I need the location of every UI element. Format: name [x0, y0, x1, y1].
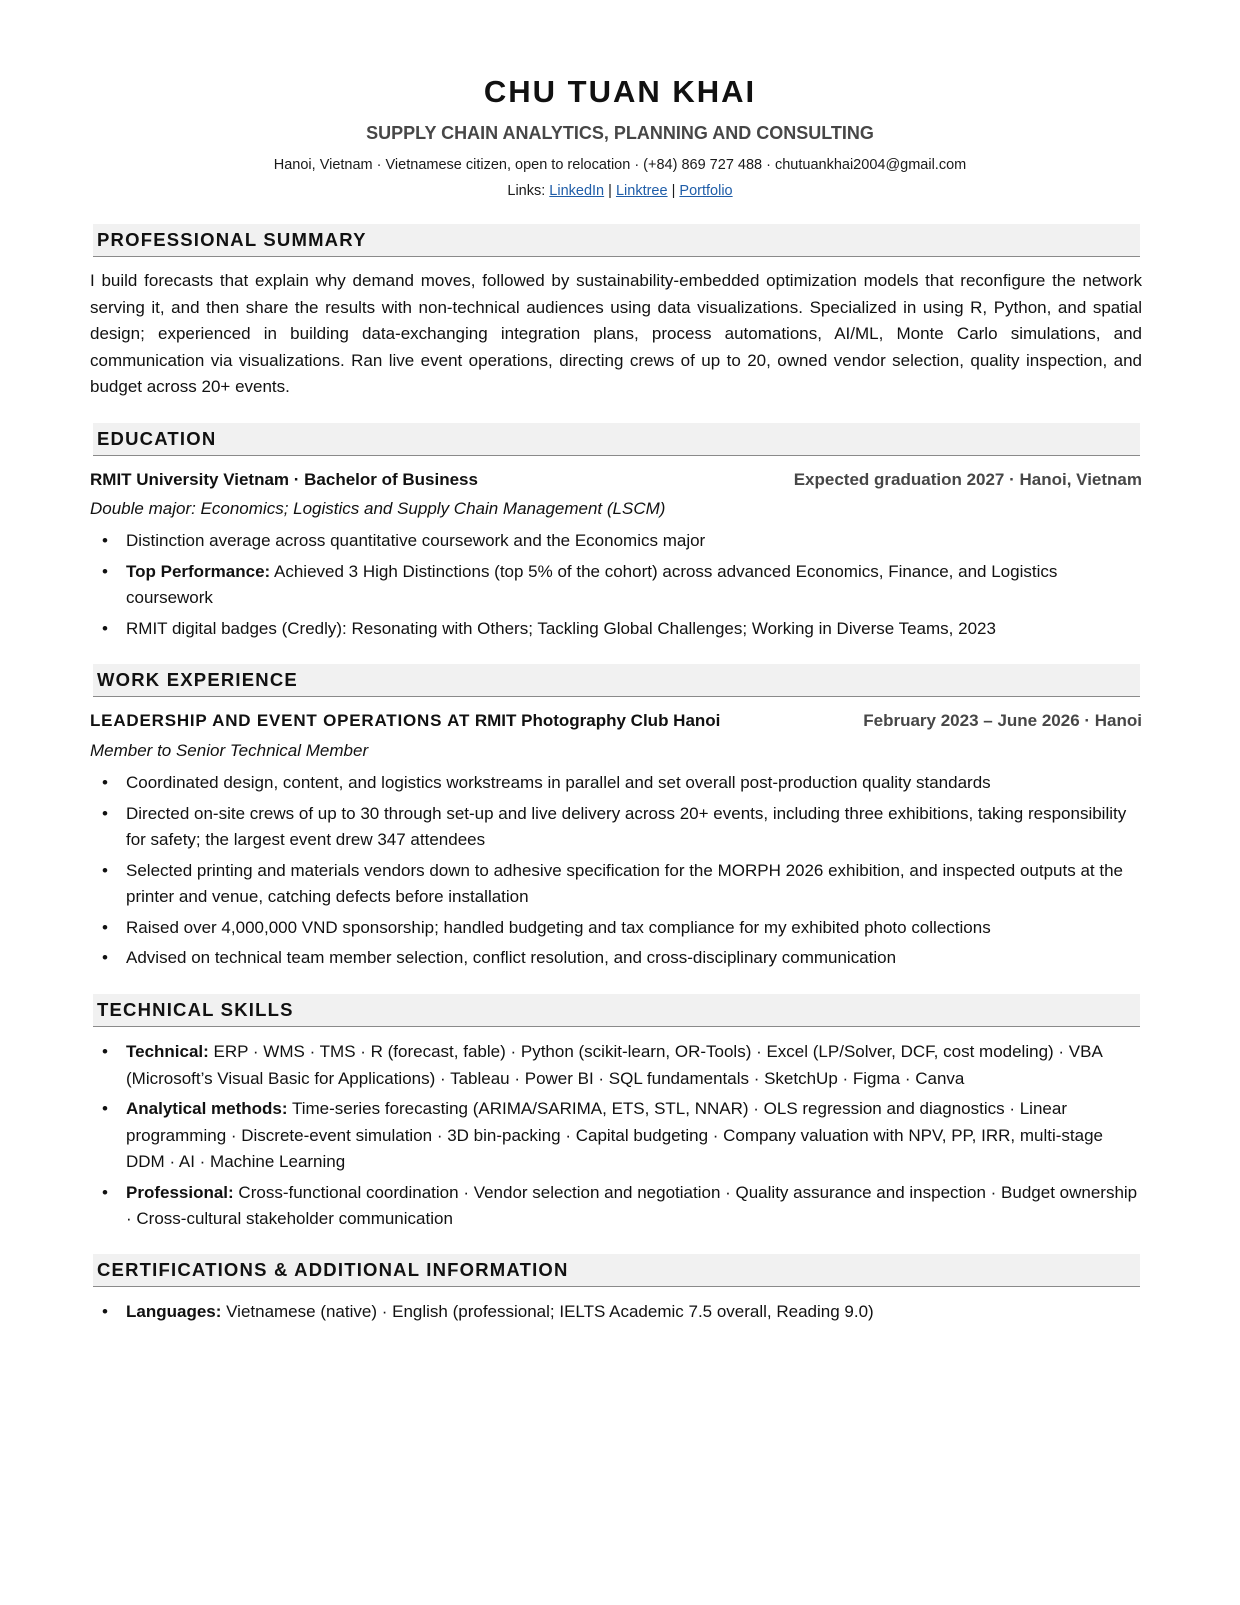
section-header-skills: [93, 994, 1140, 1027]
section-header-education: [93, 423, 1140, 456]
links-label: Links:: [507, 183, 546, 199]
section-title: PROFESSIONAL SUMMARY: [97, 229, 367, 250]
education-date-location: Expected graduation 2027 · Hanoi, Vietnam: [793, 470, 1142, 489]
list-item: • Raised over 4,000,000 VND sponsorship; handled budgeting and tax compliance for my exhibited photo collections: [90, 915, 1142, 942]
list-item: • Selected printing and materials vendors down to adhesive specification for the MORPH 2026 exhibition, and inspected outputs at the printer and venue, catching defects before installation: [90, 858, 1142, 911]
summary-text: I build forecasts that explain why demand moves, followed by sustainability-embedded optimization models that reconfigure the network serving it, and then share the results with non-technical audiences using data visualizations. Specialized in using R, Python, and spatial design; experienced in building data-exchanging integration plans, process automations, AI/ML, Monte Carlo simulations, and communication via visualizations. Ran live event operations, directing crews of up to 20, owned vendor selection, quality inspection, and budget across 20+ events.: [90, 271, 1142, 396]
links-separator: |: [608, 183, 612, 199]
links-line: [90, 180, 1150, 202]
links-separator: |: [671, 183, 676, 199]
section-header-summary: [93, 224, 1140, 257]
contact-line: Hanoi, Vietnam · Vietnamese citizen, open to relocation · (+84) 869 727 488 · chutuankhai2004@gmail.com: [273, 157, 967, 173]
work-bullets: [90, 770, 1142, 976]
list-item: • Languages: Vietnamese (native) · English (professional; IELTS Academic 7.5 overall, Reading 9.0): [90, 1299, 1142, 1326]
list-item: • Directed on-site crews of up to 30 through set-up and live delivery across 20+ events, including three exhibitions, taking responsibility for safety; the largest event drew 347 attendees: [90, 801, 1142, 854]
section-title: WORK EXPERIENCE: [97, 669, 298, 690]
work-date-location: February 2023 – June 2026 · Hanoi: [863, 711, 1142, 730]
linkedin-link[interactable]: LinkedIn: [549, 183, 605, 199]
section-header-certifications: [93, 1254, 1140, 1287]
list-item: • Coordinated design, content, and logistics workstreams in parallel and set overall post-production quality standards: [90, 770, 1142, 797]
section-title: EDUCATION: [97, 428, 217, 449]
section-title: TECHNICAL SKILLS: [97, 999, 294, 1020]
list-item: • Analytical methods: Time-series forecasting (ARIMA/SARIMA, ETS, STL, NNAR) · OLS regression and diagnostics · Linear programming · Discrete-event simulation · 3D bin-packing · Capital budgeting · Company valuation with NPV, PP, IRR, multi-stage DDM · AI · Machine Learning: [90, 1096, 1142, 1176]
section-header-work: [93, 664, 1140, 697]
linktree-link[interactable]: Linktree: [615, 183, 668, 199]
work-role: LEADERSHIP AND EVENT OPERATIONS AT RMIT Photography Club Hanoi: [90, 711, 721, 730]
list-item: • Distinction average across quantitative coursework and the Economics major: [90, 528, 1142, 555]
institution: RMIT University Vietnam · Bachelor of Business: [90, 470, 478, 489]
education-entry: [90, 467, 1142, 493]
work-entry: [90, 708, 1142, 734]
portfolio-link[interactable]: Portfolio: [679, 183, 733, 199]
education-bullets: [90, 528, 1142, 646]
list-item: • Advised on technical team member selection, conflict resolution, and cross-disciplinary communication: [90, 945, 1142, 972]
candidate-name: CHU TUAN KHAI: [483, 74, 757, 109]
section-title: CERTIFICATIONS & ADDITIONAL INFORMATION: [97, 1259, 569, 1280]
skills-bullets: [90, 1039, 1142, 1237]
candidate-headline: SUPPLY CHAIN ANALYTICS, PLANNING AND CONSULTING: [366, 123, 874, 143]
education-major: Double major: Economics; Logistics and Supply Chain Management (LSCM): [90, 499, 666, 518]
certifications-bullets: [90, 1299, 1142, 1330]
list-item: • Technical: ERP · WMS · TMS · R (forecast, fable) · Python (scikit-learn, OR-Tools) · Excel (LP/Solver, DCF, cost modeling) · VBA (Microsoft’s Visual Basic for Applications) · Tableau · Power BI · SQL fundamentals · SketchUp · Figma · Canva: [90, 1039, 1142, 1092]
list-item: • Professional: Cross-functional coordination · Vendor selection and negotiation · Quality assurance and inspection · Budget ownership · Cross-cultural stakeholder communication: [90, 1180, 1142, 1233]
work-position: Member to Senior Technical Member: [90, 741, 369, 760]
list-item: • RMIT digital badges (Credly): Resonating with Others; Tackling Global Challenges; Working in Diverse Teams, 2023: [90, 616, 1142, 643]
list-item: • Top Performance: Achieved 3 High Distinctions (top 5% of the cohort) across advanced Economics, Finance, and Logistics coursework: [90, 559, 1142, 612]
